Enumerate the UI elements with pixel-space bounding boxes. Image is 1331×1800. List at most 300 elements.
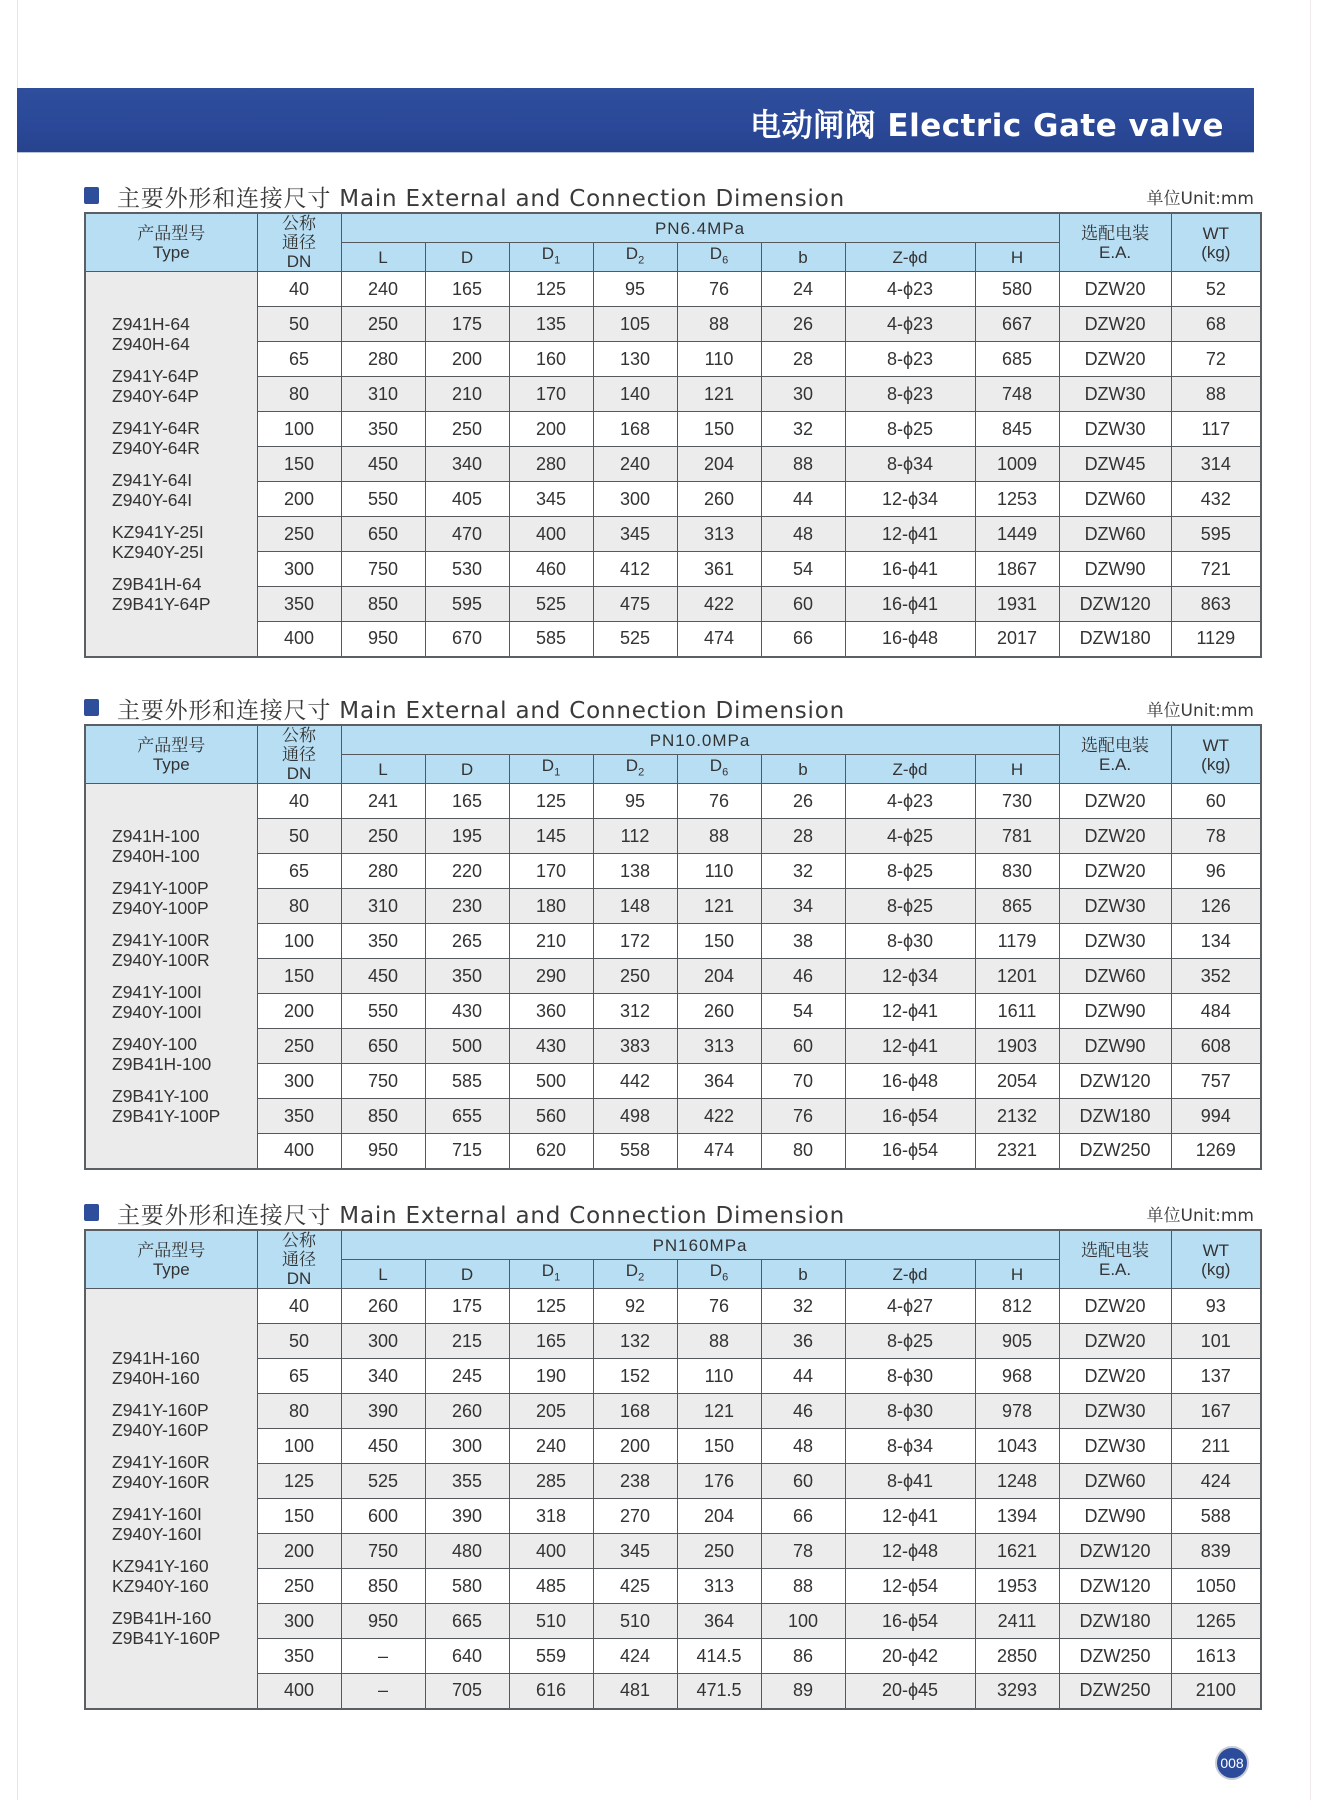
type-model-group (112, 574, 257, 614)
table-cell: 12-ϕ34 (845, 959, 975, 994)
table-cell: 560 (509, 1099, 593, 1134)
table-cell: 510 (509, 1604, 593, 1639)
table-cell: 300 (257, 1604, 341, 1639)
table-row (85, 1534, 1261, 1569)
table-cell: 105 (593, 307, 677, 342)
table-cell: 670 (425, 622, 509, 657)
type-model: KZ941Y-160 (112, 1556, 209, 1577)
table-row (85, 447, 1261, 482)
table-cell: 48 (761, 517, 845, 552)
table-cell: 250 (593, 959, 677, 994)
table-cell: 950 (341, 1604, 425, 1639)
table-cell: 364 (677, 1064, 761, 1099)
table-row (85, 1289, 1261, 1324)
table-cell: 8-ϕ30 (845, 1359, 975, 1394)
table-cell: 1248 (975, 1464, 1059, 1499)
square-bullet-icon (84, 187, 99, 204)
table-cell: 12-ϕ48 (845, 1534, 975, 1569)
table-cell: 1931 (975, 587, 1059, 622)
table-cell: 204 (677, 1499, 761, 1534)
header-col-d: D (425, 755, 509, 784)
table-cell: 340 (341, 1359, 425, 1394)
table-cell: 66 (761, 1499, 845, 1534)
table-row (85, 1639, 1261, 1674)
table-cell: 200 (593, 1429, 677, 1464)
table-row (85, 854, 1261, 889)
table-cell: 500 (509, 1064, 593, 1099)
header-wt: WT (kg) (1171, 213, 1261, 272)
table-cell: 76 (677, 1289, 761, 1324)
table-cell: 138 (593, 854, 677, 889)
table-cell: 205 (509, 1394, 593, 1429)
table-cell: 241 (341, 784, 425, 819)
table-cell: 16-ϕ54 (845, 1134, 975, 1169)
table-cell: DZW45 (1059, 447, 1171, 482)
type-model: Z941Y-64I (112, 469, 193, 490)
table-cell: DZW90 (1059, 1029, 1171, 1064)
header-col-subscript: 6 (722, 766, 729, 779)
section-header (84, 1195, 1254, 1229)
table-cell: 44 (761, 482, 845, 517)
table-cell: 750 (341, 552, 425, 587)
table-cell: 260 (677, 482, 761, 517)
table-cell: 88 (761, 447, 845, 482)
table-row (85, 1604, 1261, 1639)
table-cell: 210 (509, 924, 593, 959)
table-cell: 290 (509, 959, 593, 994)
table-cell: 400 (257, 1134, 341, 1169)
header-type: 产品型号 Type (85, 1230, 257, 1289)
table-cell: 12-ϕ41 (845, 1499, 975, 1534)
type-model: Z940Y-64R (112, 437, 200, 458)
header-wt: WT (kg) (1171, 1230, 1261, 1289)
table-cell: DZW180 (1059, 1099, 1171, 1134)
table-cell: 76 (761, 1099, 845, 1134)
table-cell: 110 (677, 854, 761, 889)
table-cell: 424 (1171, 1464, 1261, 1499)
table-cell: 150 (257, 1499, 341, 1534)
table-cell: DZW30 (1059, 1429, 1171, 1464)
table-cell: 245 (425, 1359, 509, 1394)
header-col-h: H (975, 1260, 1059, 1289)
table-cell: 705 (425, 1674, 509, 1709)
table-cell: 390 (341, 1394, 425, 1429)
table-cell: 80 (257, 889, 341, 924)
table-cell: 400 (509, 1534, 593, 1569)
table-cell: 839 (1171, 1534, 1261, 1569)
table-cell: 950 (341, 622, 425, 657)
table-cell: 12-ϕ41 (845, 517, 975, 552)
table-cell: DZW20 (1059, 272, 1171, 307)
table-cell: 361 (677, 552, 761, 587)
table-cell: 280 (341, 342, 425, 377)
table-cell: 424 (593, 1639, 677, 1674)
table-cell: 550 (341, 482, 425, 517)
table-cell: 100 (761, 1604, 845, 1639)
type-model: Z941Y-160P (112, 1400, 209, 1421)
table-cell: 1179 (975, 924, 1059, 959)
table-row (85, 1394, 1261, 1429)
table-cell: – (341, 1674, 425, 1709)
type-model: Z940Y-100 (112, 1033, 197, 1054)
table-cell: DZW120 (1059, 587, 1171, 622)
table-cell: 195 (425, 819, 509, 854)
type-model: Z9B41Y-100 (112, 1085, 209, 1106)
type-model: Z9B41H-100 (112, 1053, 212, 1074)
table-cell: 200 (509, 412, 593, 447)
table-row (85, 959, 1261, 994)
header-col-z-phi-d: Z-ϕd (845, 243, 975, 272)
table-cell: 1613 (1171, 1639, 1261, 1674)
type-models-cell (85, 1289, 257, 1709)
table-cell: 8-ϕ25 (845, 1324, 975, 1359)
table-cell: 40 (257, 272, 341, 307)
table-cell: 4-ϕ23 (845, 307, 975, 342)
table-cell: 60 (761, 587, 845, 622)
type-model: Z9B41H-64 (112, 573, 202, 594)
type-model-group (112, 470, 257, 510)
table-cell: 265 (425, 924, 509, 959)
type-model-group (112, 418, 257, 458)
table-row (85, 377, 1261, 412)
table-cell: 150 (257, 447, 341, 482)
table-cell: 364 (677, 1604, 761, 1639)
table-row (85, 924, 1261, 959)
type-model: Z940Y-160I (112, 1524, 202, 1545)
table-cell: 210 (425, 377, 509, 412)
header-ea: 选配电装 E.A. (1059, 725, 1171, 784)
table-cell: 211 (1171, 1429, 1261, 1464)
table-cell: – (341, 1639, 425, 1674)
table-cell: 125 (509, 1289, 593, 1324)
unit-label: 单位Unit:mm (1146, 701, 1254, 721)
table-cell: DZW60 (1059, 482, 1171, 517)
table-cell: 20-ϕ42 (845, 1639, 975, 1674)
table-cell: DZW90 (1059, 994, 1171, 1029)
table-cell: 175 (425, 307, 509, 342)
table-cell: 165 (425, 272, 509, 307)
table-cell: 96 (1171, 854, 1261, 889)
table-cell: 130 (593, 342, 677, 377)
table-cell: 280 (341, 854, 425, 889)
table-cell: DZW180 (1059, 1604, 1171, 1639)
table-cell: 550 (341, 994, 425, 1029)
table-row (85, 994, 1261, 1029)
table-cell: DZW250 (1059, 1674, 1171, 1709)
table-cell: 126 (1171, 889, 1261, 924)
table-cell: 314 (1171, 447, 1261, 482)
table-cell: 475 (593, 587, 677, 622)
table-cell: 757 (1171, 1064, 1261, 1099)
table-cell: 470 (425, 517, 509, 552)
header-col-d6: $D_6$ (677, 1260, 761, 1289)
table-cell: 500 (425, 1029, 509, 1064)
table-cell: 48 (761, 1429, 845, 1464)
table-cell: 340 (425, 447, 509, 482)
header-type: 产品型号 Type (85, 213, 257, 272)
table-cell: 285 (509, 1464, 593, 1499)
table-cell: 8-ϕ25 (845, 412, 975, 447)
table-cell: 865 (975, 889, 1059, 924)
table-cell: 30 (761, 377, 845, 412)
dimension-section-pn10 (84, 690, 1254, 1170)
table-cell: 110 (677, 342, 761, 377)
table-cell: 414.5 (677, 1639, 761, 1674)
table-cell: 422 (677, 1099, 761, 1134)
type-model: Z940Y-64I (112, 489, 193, 510)
table-cell: 4-ϕ23 (845, 784, 975, 819)
table-cell: 34 (761, 889, 845, 924)
table-cell: 350 (257, 1099, 341, 1134)
table-cell: 60 (761, 1029, 845, 1064)
table-cell: 750 (341, 1534, 425, 1569)
square-bullet-icon (84, 1204, 99, 1221)
table-row (85, 1429, 1261, 1464)
table-cell: 730 (975, 784, 1059, 819)
header-dn: 公称 通径 DN (257, 1230, 341, 1289)
table-cell: 474 (677, 1134, 761, 1169)
table-cell: 474 (677, 622, 761, 657)
table-cell: 1953 (975, 1569, 1059, 1604)
table-cell: 89 (761, 1674, 845, 1709)
type-model-group (112, 930, 257, 970)
table-cell: 101 (1171, 1324, 1261, 1359)
type-model: Z940H-64 (112, 333, 190, 354)
table-cell: 585 (425, 1064, 509, 1099)
table-cell: 585 (509, 622, 593, 657)
table-cell: 32 (761, 412, 845, 447)
table-cell: 50 (257, 1324, 341, 1359)
table-cell: 1611 (975, 994, 1059, 1029)
header-col-d1: $D_1$ (509, 243, 593, 272)
type-model-group (112, 1400, 257, 1440)
type-model-group (112, 878, 257, 918)
header-col-subscript: 2 (638, 254, 645, 267)
table-cell: 165 (425, 784, 509, 819)
type-model-group (112, 1452, 257, 1492)
table-cell: 715 (425, 1134, 509, 1169)
table-cell: 383 (593, 1029, 677, 1064)
table-row (85, 889, 1261, 924)
table-cell: DZW90 (1059, 1499, 1171, 1534)
table-cell: 1867 (975, 552, 1059, 587)
table-cell: 3293 (975, 1674, 1059, 1709)
type-model: Z941Y-160I (112, 1504, 202, 1525)
header-col-d: D (425, 243, 509, 272)
table-cell: 498 (593, 1099, 677, 1134)
table-cell: 595 (1171, 517, 1261, 552)
table-cell: 812 (975, 1289, 1059, 1324)
table-cell: 8-ϕ25 (845, 854, 975, 889)
table-cell: 650 (341, 517, 425, 552)
header-col-d2: $D_2$ (593, 243, 677, 272)
table-cell: 76 (677, 784, 761, 819)
table-row (85, 307, 1261, 342)
table-cell: 748 (975, 377, 1059, 412)
table-cell: 204 (677, 447, 761, 482)
type-model: Z940Y-100P (112, 897, 209, 918)
table-cell: 165 (509, 1324, 593, 1359)
type-model: Z941Y-64R (112, 417, 200, 438)
table-cell: 300 (593, 482, 677, 517)
table-cell: 176 (677, 1464, 761, 1499)
header-col-d6: $D_6$ (677, 755, 761, 784)
table-cell: 180 (509, 889, 593, 924)
table-cell: 92 (593, 1289, 677, 1324)
table-cell: 38 (761, 924, 845, 959)
header-col-b: b (761, 243, 845, 272)
table-cell: 558 (593, 1134, 677, 1169)
table-cell: 310 (341, 377, 425, 412)
table-row (85, 1029, 1261, 1064)
table-cell: 481 (593, 1674, 677, 1709)
table-cell: DZW120 (1059, 1569, 1171, 1604)
table-cell: 1269 (1171, 1134, 1261, 1169)
table-cell: 1449 (975, 517, 1059, 552)
type-model: Z940H-160 (112, 1368, 200, 1389)
table-cell: 721 (1171, 552, 1261, 587)
table-cell: 240 (593, 447, 677, 482)
table-cell: 24 (761, 272, 845, 307)
header-wt: WT (kg) (1171, 725, 1261, 784)
table-cell: 350 (341, 924, 425, 959)
table-cell: 978 (975, 1394, 1059, 1429)
type-model: Z940Y-100I (112, 1001, 202, 1022)
table-cell: 559 (509, 1639, 593, 1674)
table-cell: 175 (425, 1289, 509, 1324)
header-col-subscript: 1 (554, 1271, 561, 1284)
table-cell: DZW250 (1059, 1134, 1171, 1169)
table-cell: 76 (677, 272, 761, 307)
table-cell: 26 (761, 307, 845, 342)
table-cell: 616 (509, 1674, 593, 1709)
table-row (85, 517, 1261, 552)
table-cell: 220 (425, 854, 509, 889)
table-cell: 12-ϕ34 (845, 482, 975, 517)
table-cell: 650 (341, 1029, 425, 1064)
title-banner (17, 88, 1254, 152)
table-row (85, 272, 1261, 307)
table-row (85, 1099, 1261, 1134)
table-cell: 66 (761, 622, 845, 657)
type-model-group (112, 522, 257, 562)
table-cell: 442 (593, 1064, 677, 1099)
table-cell: DZW250 (1059, 1639, 1171, 1674)
table-cell: 78 (761, 1534, 845, 1569)
table-cell: 40 (257, 784, 341, 819)
table-cell: 580 (425, 1569, 509, 1604)
dimension-table (84, 724, 1262, 1170)
table-cell: 32 (761, 1289, 845, 1324)
table-cell: 530 (425, 552, 509, 587)
table-cell: 26 (761, 784, 845, 819)
table-cell: 950 (341, 1134, 425, 1169)
table-cell: 588 (1171, 1499, 1261, 1534)
table-cell: 595 (425, 587, 509, 622)
table-cell: DZW30 (1059, 412, 1171, 447)
header-col-z-phi-d: Z-ϕd (845, 755, 975, 784)
type-models-cell (85, 272, 257, 657)
table-cell: 16-ϕ54 (845, 1604, 975, 1639)
table-cell: 16-ϕ54 (845, 1099, 975, 1134)
table-cell: 148 (593, 889, 677, 924)
table-cell: 620 (509, 1134, 593, 1169)
table-cell: 250 (341, 819, 425, 854)
table-cell: 350 (425, 959, 509, 994)
table-cell: DZW120 (1059, 1534, 1171, 1569)
table-cell: 484 (1171, 994, 1261, 1029)
table-cell: DZW60 (1059, 517, 1171, 552)
header-col-subscript: 2 (638, 1271, 645, 1284)
table-cell: 95 (593, 272, 677, 307)
table-row (85, 1569, 1261, 1604)
table-cell: 2017 (975, 622, 1059, 657)
table-cell: 68 (1171, 307, 1261, 342)
table-cell: 1265 (1171, 1604, 1261, 1639)
type-model: Z9B41Y-64P (112, 593, 211, 614)
table-cell: 86 (761, 1639, 845, 1674)
table-row (85, 412, 1261, 447)
table-cell: 200 (257, 482, 341, 517)
table-cell: 1009 (975, 447, 1059, 482)
table-cell: 150 (677, 412, 761, 447)
table-cell: 140 (593, 377, 677, 412)
table-cell: 215 (425, 1324, 509, 1359)
table-cell: 8-ϕ41 (845, 1464, 975, 1499)
table-cell: 400 (257, 622, 341, 657)
table-cell: DZW20 (1059, 784, 1171, 819)
type-model: Z941Y-160R (112, 1452, 210, 1473)
table-row (85, 587, 1261, 622)
table-cell: 905 (975, 1324, 1059, 1359)
table-cell: 422 (677, 587, 761, 622)
table-cell: 16-ϕ41 (845, 552, 975, 587)
table-row (85, 622, 1261, 657)
type-model: Z9B41Y-100P (112, 1105, 221, 1126)
table-cell: 480 (425, 1534, 509, 1569)
section-title: 主要外形和连接尺寸 Main External and Connection Dimension (117, 698, 845, 724)
table-cell: 12-ϕ41 (845, 1029, 975, 1064)
table-cell: 280 (509, 447, 593, 482)
table-cell: 608 (1171, 1029, 1261, 1064)
table-cell: 36 (761, 1324, 845, 1359)
table-cell: 32 (761, 854, 845, 889)
header-dn: 公称 通径 DN (257, 213, 341, 272)
table-cell: 88 (677, 307, 761, 342)
table-cell: 80 (257, 377, 341, 412)
table-cell: DZW60 (1059, 959, 1171, 994)
type-model-group (112, 1086, 257, 1126)
table-cell: 8-ϕ30 (845, 1394, 975, 1429)
table-cell: 125 (509, 784, 593, 819)
table-cell: 204 (677, 959, 761, 994)
header-col-d: D (425, 1260, 509, 1289)
table-cell: 400 (257, 1674, 341, 1709)
type-model: Z940Y-160R (112, 1472, 210, 1493)
table-cell: 72 (1171, 342, 1261, 377)
table-cell: 4-ϕ27 (845, 1289, 975, 1324)
header-col-subscript: 6 (722, 1271, 729, 1284)
page-edge-left (17, 0, 18, 1800)
section-header (84, 690, 1254, 724)
table-cell: 260 (341, 1289, 425, 1324)
header-col-subscript: 1 (554, 254, 561, 267)
table-cell: DZW30 (1059, 924, 1171, 959)
table-cell: 125 (257, 1464, 341, 1499)
dimension-section-pn6-4 (84, 178, 1254, 658)
table-cell: 121 (677, 889, 761, 924)
table-cell: 2100 (1171, 1674, 1261, 1709)
